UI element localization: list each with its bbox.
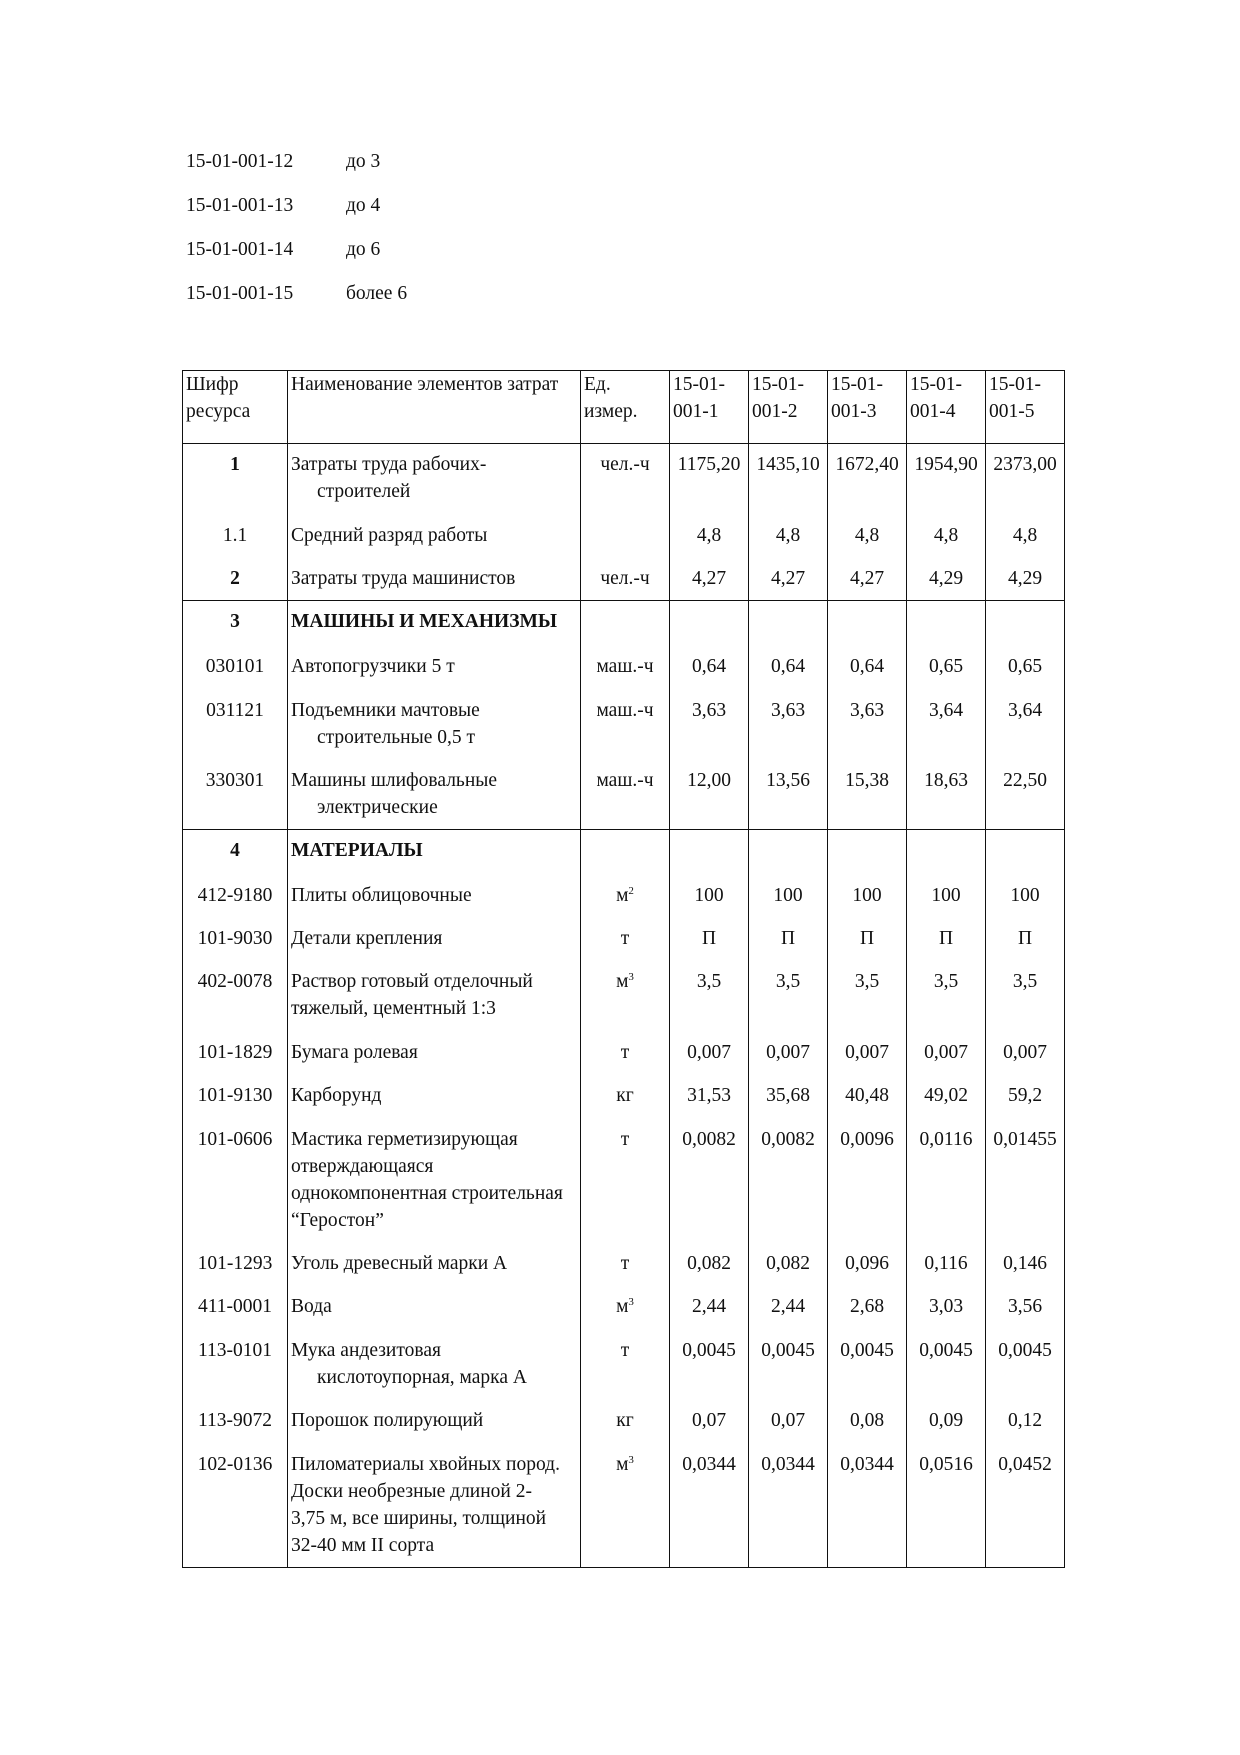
cell-value	[986, 601, 1065, 646]
cell-value: 31,53	[670, 1075, 749, 1119]
cell-value: 0,007	[749, 1032, 828, 1075]
table-row	[183, 601, 1065, 646]
header-col-3	[828, 371, 907, 444]
cell-value: 4,29	[986, 558, 1065, 601]
intro-code: 15-01-001-15	[186, 283, 294, 304]
cell-unit	[581, 690, 670, 760]
cell-unit	[581, 444, 670, 515]
cell-name	[288, 1444, 581, 1568]
cell-value: 18,63	[907, 760, 986, 830]
cell-value: 0,12	[986, 1400, 1065, 1444]
cell-code: 113-9072	[183, 1400, 288, 1444]
table-row	[183, 690, 1065, 760]
table-row	[183, 918, 1065, 961]
cell-value: 0,082	[749, 1243, 828, 1286]
cell-name-line: Мастика герметизирующая	[291, 1128, 518, 1150]
cell-unit	[581, 1243, 670, 1286]
intro-list	[186, 148, 407, 324]
intro-row	[186, 280, 407, 324]
cell-code: 101-1293	[183, 1243, 288, 1286]
cell-value: 0,09	[907, 1400, 986, 1444]
cell-value: 0,0082	[670, 1119, 749, 1243]
cell-name-line: Пиломатериалы хвойных пород.	[291, 1453, 560, 1475]
cell-unit	[581, 830, 670, 875]
cell-unit	[581, 1400, 670, 1444]
header-col-2	[749, 371, 828, 444]
header-name: Наименование элементов затрат	[288, 371, 581, 444]
cell-name-line: “Геростон”	[291, 1209, 384, 1231]
cell-name-line: строительные 0,5 т	[317, 726, 475, 748]
cell-unit	[581, 1330, 670, 1400]
cell-unit-text: т	[620, 1128, 630, 1150]
cell-value: П	[749, 918, 828, 961]
cell-unit-exponent: 3	[628, 1453, 634, 1466]
intro-row	[186, 192, 407, 236]
cell-unit-text: маш.-ч	[596, 769, 654, 791]
header-col-line: 15-01-	[989, 374, 1041, 395]
cell-name-line: однокомпонентная строительная	[291, 1182, 563, 1204]
table-row	[183, 875, 1065, 918]
cell-value: 1435,10	[749, 444, 828, 515]
intro-code: 15-01-001-12	[186, 151, 294, 172]
cell-value: 1672,40	[828, 444, 907, 515]
cell-value: 3,64	[986, 690, 1065, 760]
cell-name-line: МАШИНЫ И МЕХАНИЗМЫ	[291, 611, 558, 632]
header-unit	[581, 371, 670, 444]
intro-row	[186, 236, 407, 280]
cell-name-line: 32-40 мм II сорта	[291, 1534, 435, 1556]
header-col-line: 001-2	[752, 401, 798, 422]
cell-name	[288, 1075, 581, 1119]
cell-value: 0,007	[986, 1032, 1065, 1075]
cell-code: 330301	[183, 760, 288, 830]
cell-unit-text: маш.-ч	[596, 655, 654, 677]
cell-name-line: электрические	[317, 796, 438, 818]
cell-unit	[581, 601, 670, 646]
cell-value: 35,68	[749, 1075, 828, 1119]
cell-code: 101-1829	[183, 1032, 288, 1075]
intro-desc: до 6	[346, 239, 381, 260]
header-col-line: 001-4	[910, 401, 956, 422]
cell-value	[986, 830, 1065, 875]
cell-name-line: Вода	[291, 1295, 332, 1317]
cell-unit	[581, 646, 670, 690]
table-row	[183, 1400, 1065, 1444]
cell-value	[907, 601, 986, 646]
cell-value: 100	[828, 875, 907, 918]
cell-value	[828, 830, 907, 875]
cell-name	[288, 760, 581, 830]
cell-value: 4,27	[749, 558, 828, 601]
cell-value: 0,0344	[670, 1444, 749, 1568]
cell-code: 101-9030	[183, 918, 288, 961]
resource-table	[182, 370, 1065, 1568]
table-row	[183, 830, 1065, 875]
cell-name-line: Мука андезитовая	[291, 1339, 441, 1361]
cell-value: 49,02	[907, 1075, 986, 1119]
cell-value: 15,38	[828, 760, 907, 830]
cell-name-line: Затраты труда машинистов	[291, 567, 516, 589]
cell-name-line: Карборунд	[291, 1084, 382, 1106]
intro-code: 15-01-001-14	[186, 239, 294, 260]
cell-name-line: Детали крепления	[291, 927, 443, 949]
cell-name-line: Подъемники мачтовые	[291, 699, 480, 721]
cell-unit-text: чел.-ч	[600, 567, 650, 589]
cell-value: 0,64	[828, 646, 907, 690]
cell-value: 3,5	[670, 961, 749, 1032]
cell-unit	[581, 1119, 670, 1243]
cell-value: 4,8	[828, 515, 907, 558]
cell-value	[670, 830, 749, 875]
cell-value: 4,29	[907, 558, 986, 601]
cell-name	[288, 961, 581, 1032]
cell-value: 22,50	[986, 760, 1065, 830]
cell-value: 0,0045	[749, 1330, 828, 1400]
cell-unit-exponent: 3	[628, 1295, 634, 1308]
header-col-line: 001-5	[989, 401, 1035, 422]
cell-unit-text: т	[620, 1252, 630, 1274]
cell-name	[288, 444, 581, 515]
table-row	[183, 760, 1065, 830]
header-col-5	[986, 371, 1065, 444]
cell-unit-text: кг	[616, 1084, 634, 1106]
cell-code: 1.1	[183, 515, 288, 558]
cell-value: 0,07	[749, 1400, 828, 1444]
cell-value: 0,0344	[749, 1444, 828, 1568]
cell-value: П	[907, 918, 986, 961]
table-row	[183, 1330, 1065, 1400]
cell-value: 0,65	[907, 646, 986, 690]
cell-value: 0,096	[828, 1243, 907, 1286]
cell-code: 1	[183, 444, 288, 515]
cell-name-line: отверждающаяся	[291, 1155, 434, 1177]
cell-code: 102-0136	[183, 1444, 288, 1568]
cell-name-line: Доски необрезные длиной 2-	[291, 1480, 532, 1502]
cell-value: 0,0082	[749, 1119, 828, 1243]
cell-value: 2,44	[670, 1286, 749, 1330]
cell-name-line: 3,75 м, все ширины, толщиной	[291, 1507, 547, 1529]
cell-value: 3,63	[749, 690, 828, 760]
cell-value: 3,63	[670, 690, 749, 760]
cell-value: 40,48	[828, 1075, 907, 1119]
cell-value: 2,44	[749, 1286, 828, 1330]
cell-value: 4,27	[670, 558, 749, 601]
cell-unit-text: м	[616, 884, 629, 906]
cell-code: 411-0001	[183, 1286, 288, 1330]
table-row	[183, 1444, 1065, 1568]
table-row	[183, 646, 1065, 690]
cell-value: 3,5	[749, 961, 828, 1032]
cell-name-line: Плиты облицовочные	[291, 884, 472, 906]
cell-name	[288, 558, 581, 601]
cell-code: 031121	[183, 690, 288, 760]
table-row	[183, 1243, 1065, 1286]
cell-value	[749, 601, 828, 646]
cell-value: 4,27	[828, 558, 907, 601]
cell-value: 3,63	[828, 690, 907, 760]
cell-name	[288, 515, 581, 558]
table-header-row	[183, 371, 1065, 444]
cell-value: 13,56	[749, 760, 828, 830]
cell-name	[288, 1119, 581, 1243]
cell-name-line: тяжелый, цементный 1:3	[291, 997, 496, 1019]
cell-unit-text: кг	[616, 1409, 634, 1431]
cell-value: 100	[749, 875, 828, 918]
cell-value: 0,116	[907, 1243, 986, 1286]
cell-value: 0,0045	[986, 1330, 1065, 1400]
cell-name	[288, 830, 581, 875]
cell-unit	[581, 760, 670, 830]
cell-name	[288, 601, 581, 646]
cell-name-line: Уголь древесный марки А	[291, 1252, 508, 1274]
cell-unit	[581, 1444, 670, 1568]
header-col-line: 15-01-	[831, 374, 883, 395]
cell-name	[288, 1032, 581, 1075]
cell-name-line: Бумага ролевая	[291, 1041, 418, 1063]
cell-name	[288, 1400, 581, 1444]
table-row	[183, 1286, 1065, 1330]
intro-desc: более 6	[346, 283, 408, 304]
cell-code: 3	[183, 601, 288, 646]
cell-code: 101-9130	[183, 1075, 288, 1119]
cell-unit	[581, 515, 670, 558]
cell-name	[288, 690, 581, 760]
cell-value: П	[828, 918, 907, 961]
cell-unit-text: маш.-ч	[596, 699, 654, 721]
cell-value: 100	[907, 875, 986, 918]
cell-unit-exponent: 2	[628, 884, 634, 897]
cell-value	[907, 830, 986, 875]
intro-row	[186, 148, 407, 192]
cell-code: 4	[183, 830, 288, 875]
cell-name-line: Машины шлифовальные	[291, 769, 498, 791]
cell-name-line: Автопогрузчики 5 т	[291, 655, 455, 677]
cell-value: 100	[986, 875, 1065, 918]
cell-value: 59,2	[986, 1075, 1065, 1119]
cell-value: 0,082	[670, 1243, 749, 1286]
cell-name	[288, 646, 581, 690]
cell-code: 2	[183, 558, 288, 601]
cell-unit	[581, 1032, 670, 1075]
table-row	[183, 1119, 1065, 1243]
cell-value: 3,5	[828, 961, 907, 1032]
cell-value: 0,01455	[986, 1119, 1065, 1243]
cell-value: 3,5	[907, 961, 986, 1032]
cell-name-line: строителей	[317, 481, 411, 502]
intro-desc: до 4	[346, 195, 381, 216]
table-row	[183, 558, 1065, 601]
cell-unit	[581, 961, 670, 1032]
cell-name-line: Затраты труда рабочих-	[291, 454, 487, 475]
header-code-line: Шифр	[186, 374, 239, 395]
cell-code: 030101	[183, 646, 288, 690]
cell-value: 4,8	[986, 515, 1065, 558]
header-col-1	[670, 371, 749, 444]
cell-code: 412-9180	[183, 875, 288, 918]
cell-name-line: МАТЕРИАЛЫ	[291, 840, 423, 861]
cell-value: 0,0045	[907, 1330, 986, 1400]
cell-value: 0,0452	[986, 1444, 1065, 1568]
cell-unit-text: т	[620, 1339, 630, 1361]
cell-name-line: Раствор готовый отделочный	[291, 970, 533, 992]
cell-unit	[581, 918, 670, 961]
cell-value: 0,07	[670, 1400, 749, 1444]
intro-code: 15-01-001-13	[186, 195, 294, 216]
cell-unit	[581, 1075, 670, 1119]
intro-desc: до 3	[346, 151, 381, 172]
cell-value: 0,007	[670, 1032, 749, 1075]
cell-value: 0,0116	[907, 1119, 986, 1243]
cell-value: 2,68	[828, 1286, 907, 1330]
cell-value	[828, 601, 907, 646]
cell-unit-text: т	[620, 1041, 630, 1063]
header-col-line: 001-1	[673, 401, 719, 422]
cell-value: 0,0516	[907, 1444, 986, 1568]
cell-value: 12,00	[670, 760, 749, 830]
header-col-line: 001-3	[831, 401, 877, 422]
cell-value: 0,146	[986, 1243, 1065, 1286]
cell-value: 4,8	[907, 515, 986, 558]
table-row	[183, 961, 1065, 1032]
cell-value: 3,64	[907, 690, 986, 760]
cell-unit	[581, 875, 670, 918]
cell-code: 113-0101	[183, 1330, 288, 1400]
cell-value	[749, 830, 828, 875]
cell-name-line: Средний разряд работы	[291, 524, 488, 546]
cell-value: 3,5	[986, 961, 1065, 1032]
cell-unit-text: м	[616, 1453, 629, 1475]
cell-name	[288, 1243, 581, 1286]
header-col-line: 15-01-	[673, 374, 725, 395]
cell-value: 2373,00	[986, 444, 1065, 515]
cell-value: 0,007	[907, 1032, 986, 1075]
cell-name-line: кислотоупорная, марка А	[317, 1366, 527, 1388]
cell-value: П	[986, 918, 1065, 961]
cell-unit-text: т	[620, 927, 630, 949]
cell-unit-text: м	[616, 970, 629, 992]
cell-value: П	[670, 918, 749, 961]
cell-value: 1954,90	[907, 444, 986, 515]
cell-name	[288, 875, 581, 918]
table-row	[183, 1032, 1065, 1075]
cell-value: 0,0045	[670, 1330, 749, 1400]
cell-value: 0,0096	[828, 1119, 907, 1243]
cell-name	[288, 1286, 581, 1330]
cell-value: 4,8	[670, 515, 749, 558]
cell-value	[670, 601, 749, 646]
cell-unit	[581, 558, 670, 601]
cell-code: 402-0078	[183, 961, 288, 1032]
cell-unit-text: м	[616, 1295, 629, 1317]
header-col-line: 15-01-	[910, 374, 962, 395]
cell-name	[288, 1330, 581, 1400]
header-code-line: ресурса	[186, 401, 251, 422]
cell-name	[288, 918, 581, 961]
cell-value: 0,0045	[828, 1330, 907, 1400]
cell-value: 3,56	[986, 1286, 1065, 1330]
table-body	[183, 371, 1065, 1568]
table-row	[183, 444, 1065, 515]
table-row	[183, 515, 1065, 558]
table-row	[183, 1075, 1065, 1119]
cell-unit-text: чел.-ч	[600, 454, 650, 475]
cell-name-line: Порошок полирующий	[291, 1409, 484, 1431]
cell-value: 0,08	[828, 1400, 907, 1444]
cell-value: 0,65	[986, 646, 1065, 690]
cell-unit	[581, 1286, 670, 1330]
cell-unit-exponent: 3	[628, 970, 634, 983]
header-code	[183, 371, 288, 444]
cell-code: 101-0606	[183, 1119, 288, 1243]
cell-value: 0,64	[670, 646, 749, 690]
header-unit-line: Ед.	[584, 374, 611, 395]
cell-value: 1175,20	[670, 444, 749, 515]
header-unit-line: измер.	[584, 401, 638, 422]
cell-value: 100	[670, 875, 749, 918]
cell-value: 0,0344	[828, 1444, 907, 1568]
cell-value: 0,007	[828, 1032, 907, 1075]
cell-value: 3,03	[907, 1286, 986, 1330]
header-col-4	[907, 371, 986, 444]
cell-value: 0,64	[749, 646, 828, 690]
header-col-line: 15-01-	[752, 374, 804, 395]
cell-value: 4,8	[749, 515, 828, 558]
